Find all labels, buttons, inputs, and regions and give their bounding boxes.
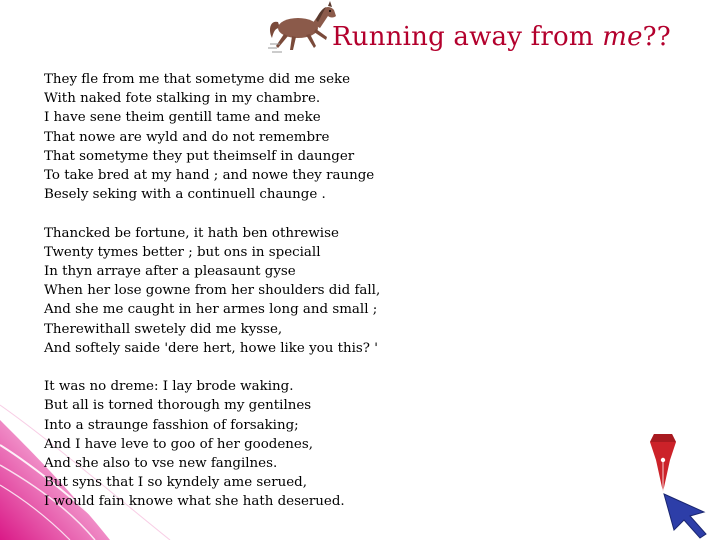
poem-line: That sometyme they put theimself in daunger (44, 148, 355, 164)
poem-line: Twenty tymes better ; but ons in speciall (44, 244, 321, 260)
poem-line: With naked fote stalking in my chambre. (44, 91, 321, 107)
poem-line: But all is torned thorough my gentilnes (44, 398, 312, 414)
stanza-1 (44, 70, 644, 204)
poem-line: Besely seking with a continuell chaunge . (44, 187, 326, 203)
arrow-cursor-icon (664, 494, 706, 538)
poem-line: I have sene theim gentill tame and meke (44, 110, 321, 126)
title-emphasis: me (602, 22, 643, 52)
poem-line: Into a straunge fasshion of forsaking; (44, 417, 299, 433)
poem-line: When her lose gowne from her shoulders did fall, (44, 283, 381, 299)
poem (44, 70, 644, 512)
poem-line: To take bred at my hand ; and nowe they raunge (44, 168, 375, 184)
slide-title (332, 22, 671, 52)
poem-line: And I have leve to goo of her goodenes, (44, 436, 313, 452)
poem-line: It was no dreme: I lay brode waking. (44, 379, 294, 395)
poem-line: But syns that I so kyndely ame serued, (44, 475, 307, 491)
poem-line: And she also to vse new fangilnes. (44, 456, 278, 472)
pen-nib-icon (640, 430, 720, 540)
title-main: Running away from (332, 22, 603, 52)
poem-line: Therewithall swetely did me kysse, (44, 321, 283, 337)
stanza-2 (44, 224, 644, 358)
horse-icon (268, 0, 340, 56)
poem-line: They fle from me that sometyme did me seke (44, 72, 351, 87)
title-suffix: ?? (642, 22, 671, 52)
poem-line: That nowe are wyld and do not remembre (44, 129, 330, 145)
stanza-3 (44, 377, 644, 511)
poem-line: Thancked be fortune, it hath ben othrewise (44, 225, 339, 241)
poem-line: I would fain knowe what she hath deserued. (44, 494, 345, 510)
poem-line: And softely saide 'dere hert, howe like you this? ' (44, 340, 378, 356)
poem-line: In thyn arraye after a pleasaunt gyse (44, 264, 296, 280)
poem-line: And she me caught in her armes long and small ; (44, 302, 378, 318)
